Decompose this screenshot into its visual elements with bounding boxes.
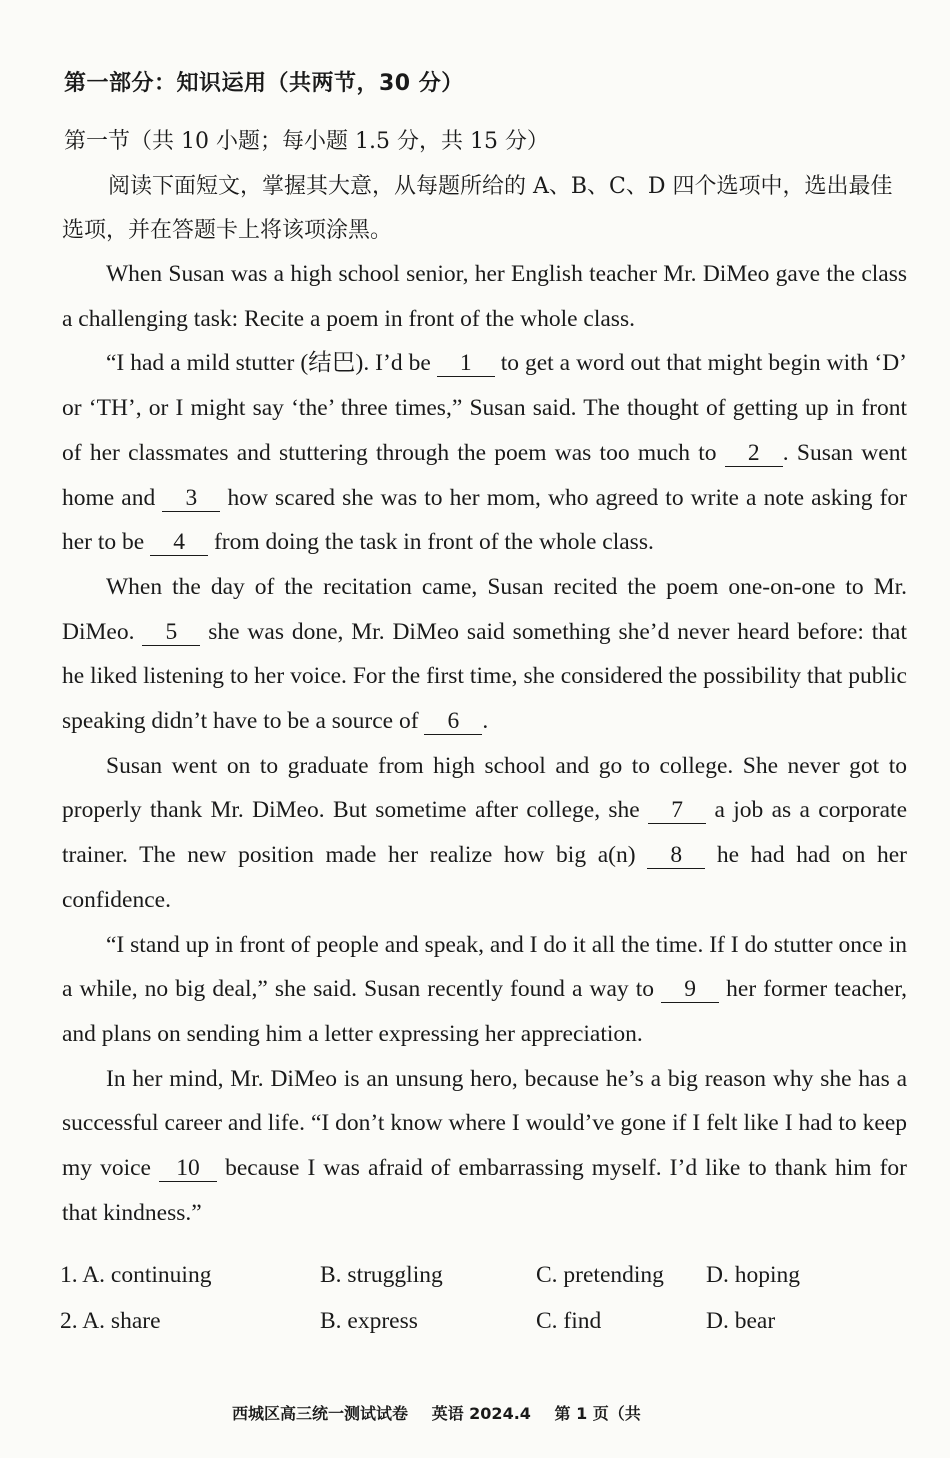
- footer-subject: 英语 2024.4: [431, 1404, 531, 1423]
- instructions: 阅读下面短文，掌握其大意，从每题所给的 A、B、C、D 四个选项中，选出最佳选项，并在答题卡上将该项涂黑。: [62, 174, 893, 243]
- blank-2: 2: [725, 440, 783, 467]
- blank-4: 4: [150, 529, 208, 556]
- paragraph-4: Susan went on to graduate from high school and go to college. She never got to properly thank Mr. DiMeo. But sometime after college, she 7 a job as a corporate trainer. The new position made her realize how big a(n) 8 he had had on her confidence.: [62, 752, 907, 913]
- option-2c[interactable]: C. find: [536, 1308, 602, 1334]
- blank-8: 8: [647, 842, 705, 869]
- paragraph-6: In her mind, Mr. DiMeo is an unsung hero, because he’s a big reason why she has a successful career and life. “I don’t know where I would’ve gone if I felt like I had to keep my voice 10 because I was afraid of embarrassing myself. I’d like to thank him for that kindness.”: [62, 1065, 908, 1226]
- option-2b[interactable]: B. express: [320, 1308, 418, 1334]
- page-footer: [232, 1401, 659, 1424]
- blank-6: 6: [424, 708, 482, 735]
- blank-3: 3: [162, 485, 220, 512]
- option-1b[interactable]: B. struggling: [320, 1262, 443, 1288]
- passage: [62, 252, 907, 1235]
- paragraph-1: When Susan was a high school senior, her English teacher Mr. DiMeo gave the class a challenging task: Recite a poem in front of the whole class.: [62, 261, 907, 332]
- paragraph-2: “I had a mild stutter (结巴). I’d be 1 to get a word out that might begin with ‘D’ or ‘TH’, or I might say ‘the’ three times,” Susan said. The thought of getting up in front of her classmates and stuttering through the poem was too much to 2 . Susan went home and 3 how scared she was to her mom, who agreed to write a note asking for her to be 4 from doing the task in front of the whole class.: [62, 350, 908, 556]
- section-title: 第一节（共 10 小题；每小题 1.5 分，共 15 分）: [64, 129, 549, 154]
- question-2-options: [60, 1308, 920, 1354]
- option-1d[interactable]: D. hoping: [706, 1262, 800, 1288]
- blank-7: 7: [648, 797, 706, 824]
- paragraph-3: When the day of the recitation came, Susan recited the poem one-on-one to Mr. DiMeo. 5 she was done, Mr. DiMeo said something she’d never heard before: that he liked listening to her voice. For the first time, she considered the possibility that public speaking didn’t have to be a source of 6 .: [62, 573, 908, 735]
- option-2a[interactable]: 2. A. share: [60, 1308, 161, 1334]
- option-1a[interactable]: 1. A. continuing: [60, 1262, 212, 1288]
- part-title: 第一部分：知识运用（共两节，30 分）: [64, 71, 464, 96]
- blank-1: 1: [437, 350, 495, 377]
- answer-options: [60, 1262, 920, 1354]
- blank-10: 10: [159, 1155, 217, 1182]
- footer-exam: 西城区高三统一测试试卷: [232, 1404, 409, 1423]
- paragraph-5: “I stand up in front of people and speak, and I do it all the time. If I do stutter once in a while, no big deal,” she said. Susan recently found a way to 9 her former teacher, and plans on sending him a letter expressing her appreciation.: [62, 931, 907, 1047]
- option-1c[interactable]: C. pretending: [536, 1262, 664, 1288]
- blank-9: 9: [661, 976, 719, 1003]
- blank-5: 5: [142, 619, 200, 646]
- question-1-options: [60, 1262, 920, 1308]
- option-2d[interactable]: D. bear: [706, 1308, 776, 1334]
- footer-page: 第 1 页（共: [554, 1404, 641, 1423]
